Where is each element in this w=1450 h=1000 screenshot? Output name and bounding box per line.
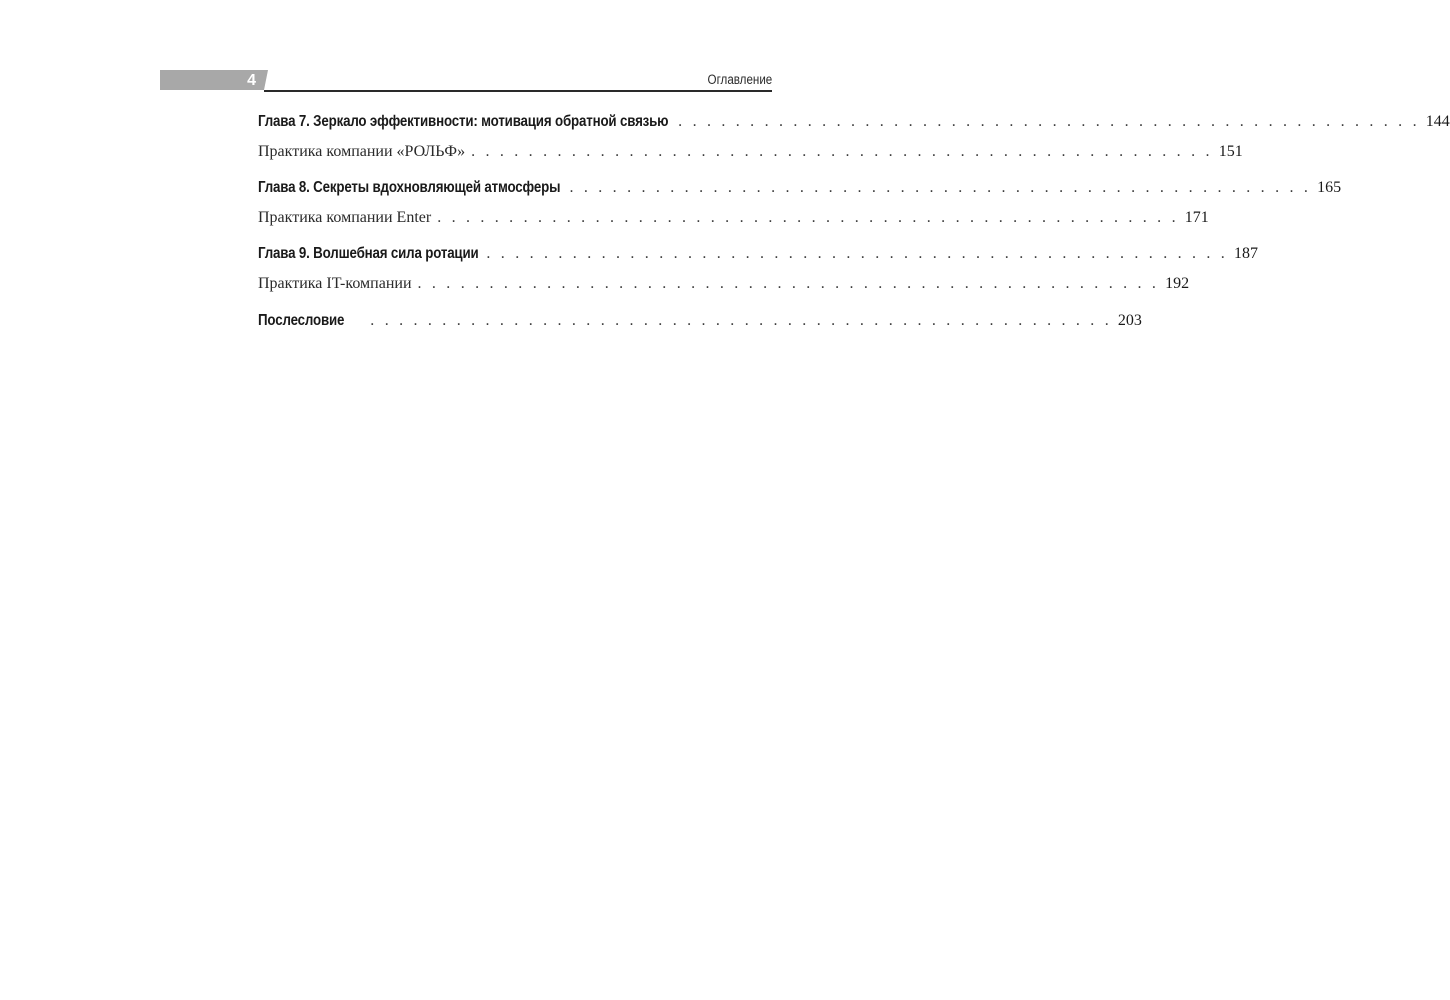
toc-entry-page: 187	[1234, 245, 1259, 262]
toc-entry-title: Глава 9. Волшебная сила ротации	[258, 245, 479, 262]
toc-entry-chapter-7[interactable]	[258, 113, 1450, 139]
dot-leader: . . . . . . . . . . . . . . . . . . . . . . . . . . . . . . . . . . . . . . . . . . . . . . . . . . . .	[678, 113, 1420, 130]
toc-entry-page: 192	[1165, 275, 1190, 292]
toc-entry-chapter-8[interactable]	[258, 179, 1342, 205]
dot-leader: . . . . . . . . . . . . . . . . . . . . . . . . . . . . . . . . . . . . . . . . . . . . . . . . . . . .	[569, 179, 1312, 196]
toc-entry-practice-rolf[interactable]	[258, 143, 1243, 169]
dot-leader: . . . . . . . . . . . . . . . . . . . . . . . . . . . . . . . . . . . . . . . . . . . . . . . . . . . .	[437, 209, 1179, 226]
dot-leader: . . . . . . . . . . . . . . . . . . . . . . . . . . . . . . . . . . . . . . . . . . . . . . . . . . . .	[370, 312, 1112, 329]
toc-entry-page: 165	[1317, 179, 1342, 196]
dot-leader: . . . . . . . . . . . . . . . . . . . . . . . . . . . . . . . . . . . . . . . . . . . . . . . . . . . .	[486, 245, 1229, 262]
toc-entry-title: Практика компании «РОЛЬФ»	[258, 143, 466, 160]
toc-entry-title: Глава 7. Зеркало эффективности: мотивация обратной связью	[258, 113, 669, 130]
toc-entry-practice-it[interactable]	[258, 275, 1190, 301]
page-number-tab-notch	[264, 70, 268, 90]
dot-leader: . . . . . . . . . . . . . . . . . . . . . . . . . . . . . . . . . . . . . . . . . . . . . . . . . . . .	[471, 143, 1213, 160]
page-number: 4	[247, 72, 256, 89]
toc-entry-afterword[interactable]	[258, 312, 1142, 338]
toc-entry-page: 171	[1184, 209, 1209, 226]
toc-entry-title: Практика IT-компании	[258, 275, 412, 292]
section-title: Оглавление	[707, 72, 772, 87]
toc-entry-page: 144	[1425, 113, 1450, 130]
toc-entry-practice-enter[interactable]	[258, 209, 1209, 235]
header-rule	[264, 90, 772, 92]
toc-entry-chapter-9[interactable]	[258, 245, 1259, 271]
toc-entry-title: Практика компании Enter	[258, 209, 432, 226]
toc-entry-page: 203	[1117, 312, 1142, 329]
toc-entry-title: Послесловие	[258, 312, 345, 329]
page-number-tab	[160, 70, 264, 90]
toc-entry-title: Глава 8. Секреты вдохновляющей атмосферы	[258, 179, 561, 196]
dot-leader: . . . . . . . . . . . . . . . . . . . . . . . . . . . . . . . . . . . . . . . . . . . . . . . . . . . .	[417, 275, 1160, 292]
toc-entry-page: 151	[1218, 143, 1243, 160]
running-header	[160, 70, 772, 94]
